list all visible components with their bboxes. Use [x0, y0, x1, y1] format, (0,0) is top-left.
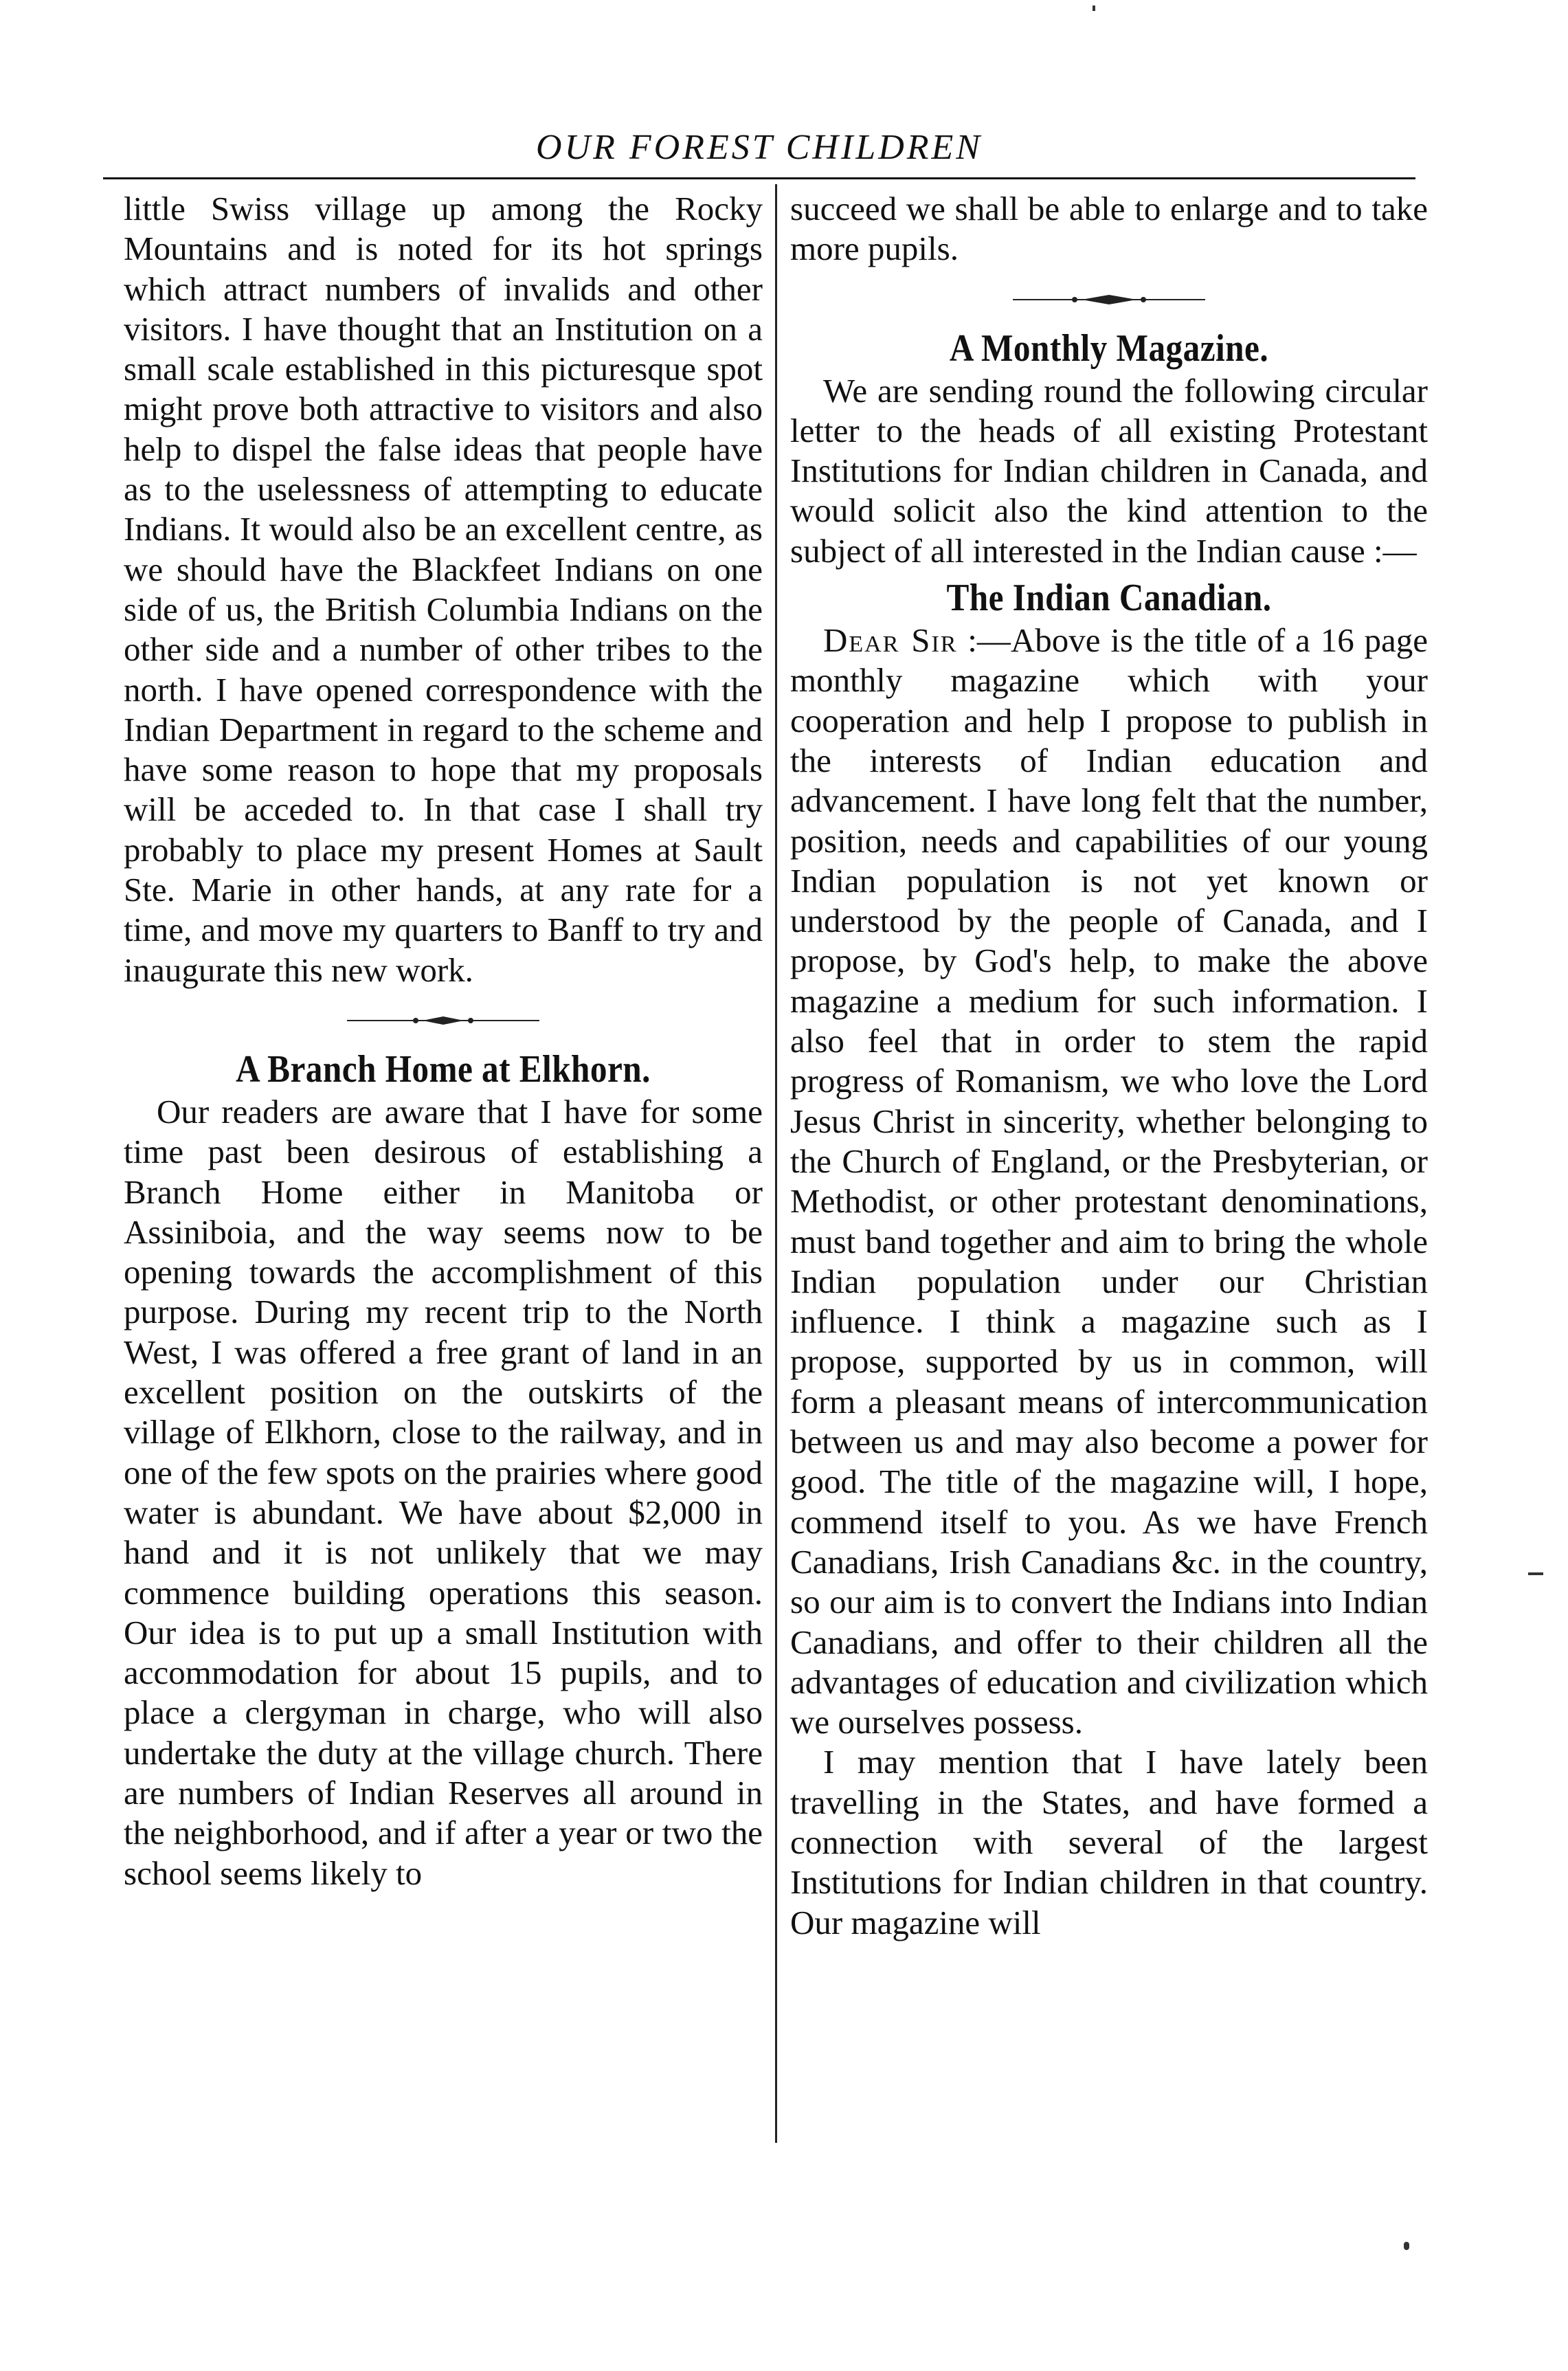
letter-body-text: :—Above is the title of a 16 page monthly magazine which with your cooperation and help I propose to publish in the interests of Indian education and advancement. I have long felt that the number, position, needs and capabilities of our young Indian population is not yet known or understood by the people of Canada, and I propose, by God's help, to make the above magazine a medium for such information. I also feel that in order to stem the rapid progress of Romanism, we who love the Lord Jesus Christ in sincerity, whether belonging to the Church of England, or the Presbyterian, or Methodist, or other protestant denominations, must band together and aim to bring the whole Indian population under our Christian influence. I think a magazine such as I propose, supported by us in common, will form a pleasant means of intercommunication between us and may also become a power for good. The title of the magazine will, I hope, commend itself to you. As we have French Canadians, Irish Canadians &c. in the country, so our aim is to convert the Indians into Indian Canadians, and offer to their children all the advantages of education and civilization which we ourselves possess.	[790, 621, 1429, 1741]
paragraph-travels: I may mention that I have lately been travelling in the States, and have formed a connection with several of the largest Institutions for Indian children in that country. Our magazine will	[790, 1743, 1428, 1941]
paragraph-banff-institution: little Swiss village up among the Rocky Mountains and is noted for its hot springs which attract numbers of invalids and other visitors. I have thought that an Institution on a small scale established in this picturesque spot might prove both attractive to visitors and also help to dispel the false ideas that people have as to the uselessness of attempting to educate Indians. It would also be an excellent centre, as we should have the Blackfeet Indians on one side of us, the British Columbia Indians on the other side and a number of other tribes to the north. I have opened correspondence with the Indian Department in regard to the scheme and have some reason to hope that my proposals will be acceded to. In that case I shall try probably to place my present Homes at Sault Ste. Marie in other hands, at any rate for a time, and move my quarters to Banff to try and inaugurate this new work.	[124, 190, 763, 989]
paragraph-circular-letter: We are sending round the following circular letter to the heads of all existing Protestant Institutions for Indian children in Canada, and would solicit also the kind attention to the subject of all interested in the Indian cause :—	[790, 371, 1428, 570]
heading-monthly-magazine: A Monthly Magazine.	[949, 326, 1269, 370]
left-column	[124, 189, 763, 1893]
print-speck	[1528, 1572, 1543, 1575]
column-divider	[775, 184, 777, 2143]
running-head: OUR FOREST CHILDREN	[536, 128, 983, 167]
ornament-rule-icon	[340, 1014, 546, 1027]
section-ornament	[124, 1000, 763, 1041]
paragraph-continuation: succeed we shall be able to enlarge and to take more pupils.	[790, 190, 1428, 268]
heading-branch-home: A Branch Home at Elkhorn.	[236, 1047, 651, 1091]
header-rule	[103, 177, 1415, 179]
print-speck	[1093, 5, 1095, 11]
section-ornament	[790, 279, 1428, 320]
ornament-rule-icon	[1006, 293, 1212, 307]
heading-indian-canadian: The Indian Canadian.	[946, 577, 1272, 620]
right-column	[790, 189, 1428, 1943]
salutation: Dear Sir	[823, 621, 958, 660]
paragraph-letter-body	[790, 621, 1428, 1742]
print-speck	[1404, 2242, 1409, 2250]
paragraph-branch-home: Our readers are aware that I have for some time past been desirous of establishing a Branch Home either in Manitoba or Assiniboia, and the way seems now to be opening towards the accomplishment of this purpose. During my recent trip to the North West, I was offered a free grant of land in an excellent position on the outskirts of the village of Elkhorn, close to the railway, and in one of the few spots on the prairies where good water is abundant. We have about $2,000 in hand and it is not unlikely that we may commence building operations this season. Our idea is to put up a small Institution with accommodation for about 15 pupils, and to place a clergyman in charge, who will also undertake the duty at the village church. There are numbers of Indian Reserves all around in the neighborhood, and if after a year or two the school seems likely to	[124, 1092, 763, 1892]
